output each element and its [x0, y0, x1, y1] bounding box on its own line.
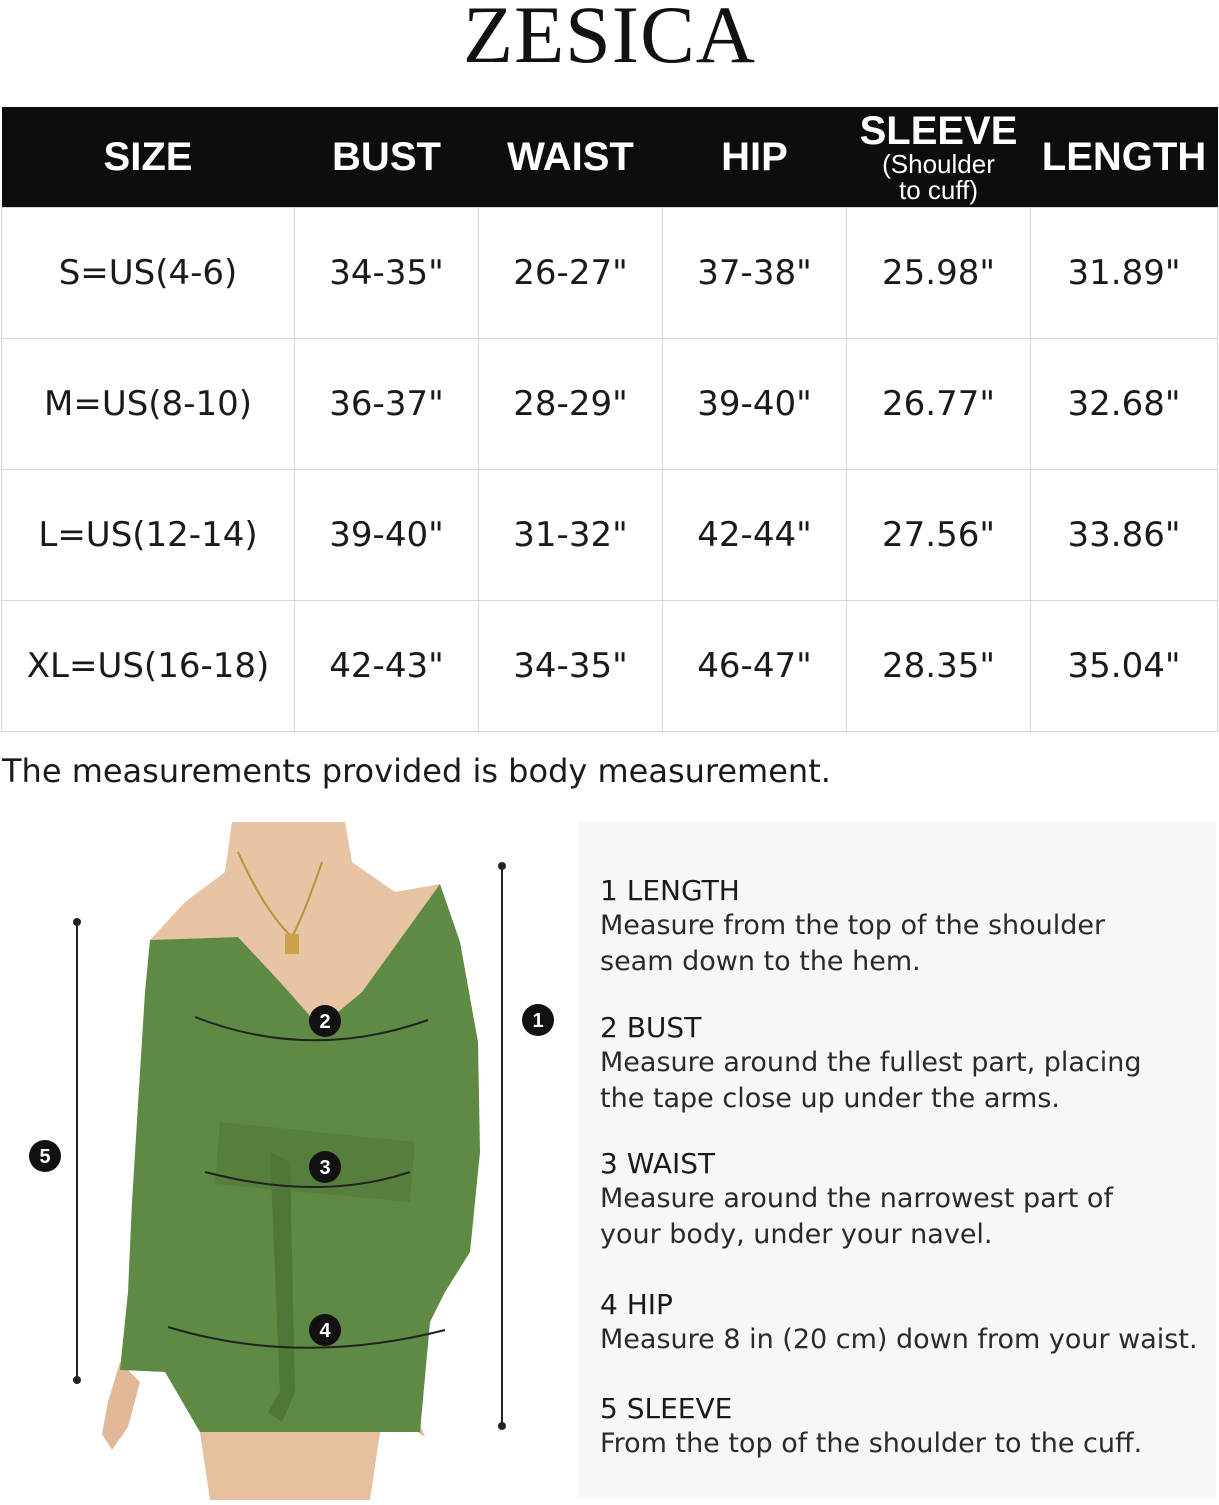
- cell-waist: 26-27": [479, 208, 663, 339]
- table-row: [2, 208, 1218, 339]
- header-size: SIZE: [2, 107, 295, 208]
- header-sleeve: [847, 107, 1031, 208]
- guide-title: 4 HIP: [600, 1288, 673, 1321]
- header-hip: HIP: [663, 107, 847, 208]
- guide-title: 5 SLEEVE: [600, 1392, 733, 1425]
- cell-length: 35.04": [1031, 601, 1218, 732]
- sleeve-guide-bottom-dot: [73, 1376, 81, 1384]
- header-sleeve-sub-2: to cuff): [898, 175, 978, 205]
- cell-bust: 34-35": [295, 208, 479, 339]
- cell-size: S=US(4-6): [2, 208, 295, 339]
- model-figure: [0, 822, 570, 1500]
- cell-sleeve: 25.98": [847, 208, 1031, 339]
- marker-4-icon: [309, 1314, 341, 1346]
- model-left-hand: [102, 1362, 140, 1450]
- svg-text:3: 3: [319, 1157, 331, 1179]
- cell-length: 31.89": [1031, 208, 1218, 339]
- table-header-row: [2, 107, 1218, 208]
- marker-5-icon: [29, 1140, 61, 1172]
- cell-hip: 39-40": [663, 339, 847, 470]
- cell-sleeve: 26.77": [847, 339, 1031, 470]
- guide-title: 2 BUST: [600, 1011, 702, 1044]
- pendant-icon: [285, 934, 299, 954]
- cell-hip: 46-47": [663, 601, 847, 732]
- guide-item-waist: [600, 1147, 1210, 1253]
- guide-desc: Measure around the fullest part, placing: [600, 1047, 1142, 1078]
- guide-item-length: [600, 874, 1210, 980]
- header-waist: WAIST: [479, 107, 663, 208]
- cell-length: 32.68": [1031, 339, 1218, 470]
- cell-hip: 42-44": [663, 470, 847, 601]
- measurement-note: The measurements provided is body measurement.: [2, 752, 831, 790]
- measure-guide-panel: [578, 822, 1216, 1497]
- model-legs: [200, 1432, 380, 1500]
- cell-waist: 31-32": [479, 470, 663, 601]
- guide-desc: seam down to the hem.: [600, 946, 921, 977]
- guide-desc: Measure from the top of the shoulder: [600, 910, 1106, 941]
- table-row: [2, 470, 1218, 601]
- header-sleeve-label: SLEEVE: [859, 109, 1018, 153]
- header-length: LENGTH: [1031, 107, 1218, 208]
- guide-desc: Measure 8 in (20 cm) down from your waist.: [600, 1324, 1198, 1355]
- table-row: [2, 339, 1218, 470]
- guide-desc: From the top of the shoulder to the cuff.: [600, 1428, 1143, 1459]
- marker-2-icon: [309, 1005, 341, 1037]
- sleeve-guide-top-dot: [73, 918, 81, 926]
- cell-waist: 34-35": [479, 601, 663, 732]
- cell-bust: 39-40": [295, 470, 479, 601]
- marker-3-icon: [309, 1151, 341, 1183]
- size-chart-table: [1, 107, 1218, 732]
- cell-size: L=US(12-14): [2, 470, 295, 601]
- cell-size: M=US(8-10): [2, 339, 295, 470]
- header-sleeve-sub-1: (Shoulder: [882, 149, 995, 179]
- cell-waist: 28-29": [479, 339, 663, 470]
- guide-desc: your body, under your navel.: [600, 1219, 993, 1250]
- length-guide-bottom-dot: [498, 1422, 506, 1430]
- length-guide-top-dot: [498, 862, 506, 870]
- svg-text:2: 2: [319, 1011, 331, 1033]
- svg-text:4: 4: [319, 1320, 331, 1342]
- cell-sleeve: 27.56": [847, 470, 1031, 601]
- dress-illustration: [0, 822, 570, 1500]
- table-row: [2, 601, 1218, 732]
- guide-title: 1 LENGTH: [600, 874, 740, 907]
- cell-length: 33.86": [1031, 470, 1218, 601]
- cell-hip: 37-38": [663, 208, 847, 339]
- guide-desc: the tape close up under the arms.: [600, 1083, 1060, 1114]
- header-bust: BUST: [295, 107, 479, 208]
- guide-item-hip: [600, 1288, 1210, 1358]
- guide-item-sleeve: [600, 1392, 1210, 1462]
- svg-text:5: 5: [39, 1146, 51, 1168]
- brand-logo: ZESICA: [463, 0, 756, 80]
- svg-text:1: 1: [532, 1010, 544, 1032]
- guide-title: 3 WAIST: [600, 1147, 716, 1180]
- cell-sleeve: 28.35": [847, 601, 1031, 732]
- cell-bust: 36-37": [295, 339, 479, 470]
- cell-bust: 42-43": [295, 601, 479, 732]
- marker-1-icon: [522, 1004, 554, 1036]
- guide-desc: Measure around the narrowest part of: [600, 1183, 1113, 1214]
- guide-item-bust: [600, 1011, 1210, 1117]
- cell-size: XL=US(16-18): [2, 601, 295, 732]
